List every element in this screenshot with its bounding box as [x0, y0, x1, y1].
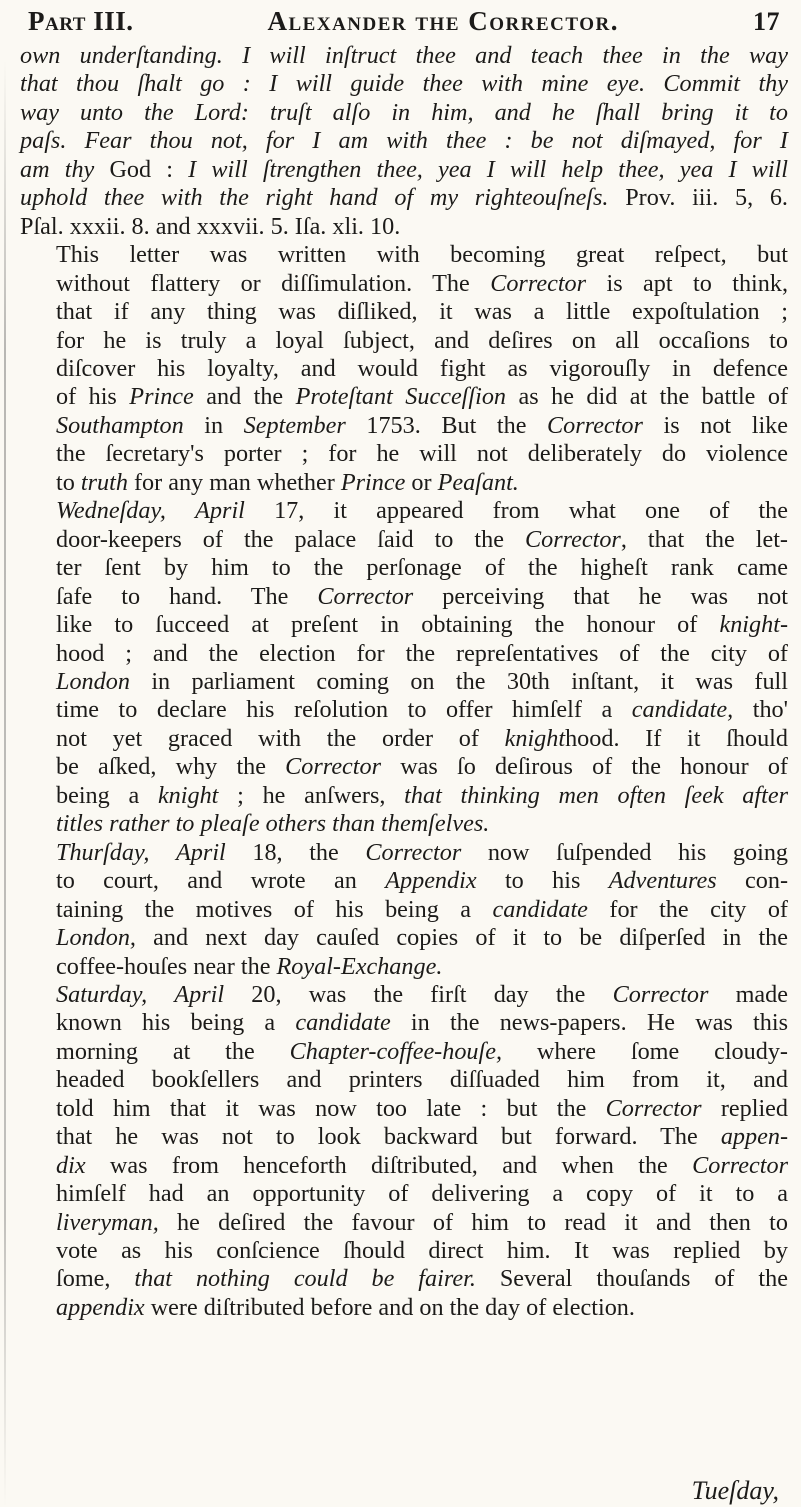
text-line: coffee-houſes near the Royal-Exchange. [56, 952, 443, 980]
text-line: that he was not to look backward but forward. The appen- [56, 1123, 788, 1151]
text-line: Thurſday, April 18, the Corrector now ſuſpended his going [56, 838, 789, 866]
text-line: vote as his conſcience ſhould direct him. It was replied by [56, 1237, 788, 1265]
text-line: liveryman, he deſired the favour of him to read it and then to [56, 1208, 788, 1236]
text-line: for he is truly a loyal ſubject, and deſires on all occaſions to [56, 326, 788, 354]
text-line: Pſal. xxxii. 8. and xxxvii. 5. Iſa. xli. 10. [20, 212, 401, 240]
text-line: own underſtanding. I will inſtruct thee and teach thee in the way [20, 42, 788, 69]
body-text [20, 42, 788, 1322]
text-line: Wedneſday, April 17, it appeared from what one of the [56, 497, 789, 525]
text-line: Saturday, April 20, was the firſt day the Corrector made [56, 980, 788, 1008]
paragraph [20, 497, 788, 838]
paragraph [20, 241, 788, 497]
text-line: titles rather to pleaſe others than themſelves. [56, 810, 490, 838]
text-line: am thy God : I will ſtrengthen thee, yea I will help thee, yea I will [20, 155, 788, 183]
text-line: way unto the Lord: truſt alſo in him, and he ſhall bring it to [20, 98, 788, 126]
text-line: door-keepers of the palace ſaid to the Corrector, that the let- [56, 525, 788, 553]
text-line: that if any thing was diſliked, it was a little expoſtulation ; [56, 298, 788, 326]
text-line: ſome, that nothing could be fairer. Several thouſands of the [56, 1265, 788, 1293]
gutter-shadow [4, 60, 6, 1507]
part-label: Part III. [28, 6, 134, 36]
text-line: without flattery or diſſimulation. The Corrector is apt to think, [56, 269, 788, 297]
text-line: uphold thee with the right hand of my righteouſneſs. Prov. iii. 5, 6. [20, 184, 788, 212]
text-line: of his Prince and the Proteſtant Succeſſion as he did at the battle of [56, 383, 789, 411]
text-line: ter ſent by him to the perſonage of the higheſt rank came [56, 554, 788, 582]
text-line: known his being a candidate in the news-papers. He was this [56, 1009, 788, 1037]
text-line: ſafe to hand. The Corrector perceiving that he was not [56, 582, 788, 610]
text-line: paſs. Fear thou not, for I am with thee : be not diſmayed, for I [20, 127, 788, 155]
text-line: dix was from henceforth diſtributed, and when the Corrector [56, 1151, 788, 1179]
text-line: being a knight ; he anſwers, that thinking men often ſeek after [56, 781, 788, 809]
text-line: London, and next day cauſed copies of it to be diſperſed in the [56, 924, 788, 952]
text-line: time to declare his reſolution to offer himſelf a candidate, tho' [56, 696, 788, 724]
text-line: himſelf had an opportunity of delivering a copy of it to a [56, 1180, 788, 1208]
page-number: 17 [752, 7, 780, 36]
text-line: to court, and wrote an Appendix to his Adventures con- [56, 867, 789, 895]
catchword: Tueſday, [691, 1476, 779, 1505]
paragraph [20, 839, 788, 981]
text-line: be aſked, why the Corrector was ſo deſirous of the honour of [56, 753, 788, 781]
text-line: the ſecretary's porter ; for he will not deliberately do violence [56, 440, 788, 468]
text-line: appendix were diſtributed before and on the day of election. [56, 1293, 635, 1321]
running-title: Alexander the Corrector. [267, 6, 619, 36]
text-line: to truth for any man whether Prince or Peaſant. [56, 468, 519, 496]
text-line: morning at the Chapter-coffee-houſe, where ſome cloudy- [56, 1037, 788, 1065]
paragraph [20, 42, 788, 241]
text-line: hood ; and the election for the repreſentatives of the city of [56, 639, 788, 667]
paragraph [20, 981, 788, 1322]
text-line: like to ſucceed at preſent in obtaining the honour of knight- [56, 611, 788, 639]
text-line: London in parliament coming on the 30th inſtant, it was full [56, 667, 788, 695]
text-line: headed bookſellers and printers diſſuaded him from it, and [56, 1066, 788, 1094]
text-line: that thou ſhalt go : I will guide thee with mine eye. Commit thy [20, 70, 788, 98]
text-line: diſcover his loyalty, and would fight as vigorouſly in defence [56, 354, 788, 382]
text-line: This letter was written with becoming great reſpect, but [56, 241, 788, 269]
text-line: told him that it was now too late : but the Corrector replied [56, 1094, 788, 1122]
text-line: Southampton in September 1753. But the Corrector is not like [56, 411, 788, 439]
text-line: not yet graced with the order of knighthood. If it ſhould [56, 724, 788, 752]
text-line: taining the motives of his being a candidate for the city of [56, 895, 788, 923]
running-header [28, 6, 780, 46]
